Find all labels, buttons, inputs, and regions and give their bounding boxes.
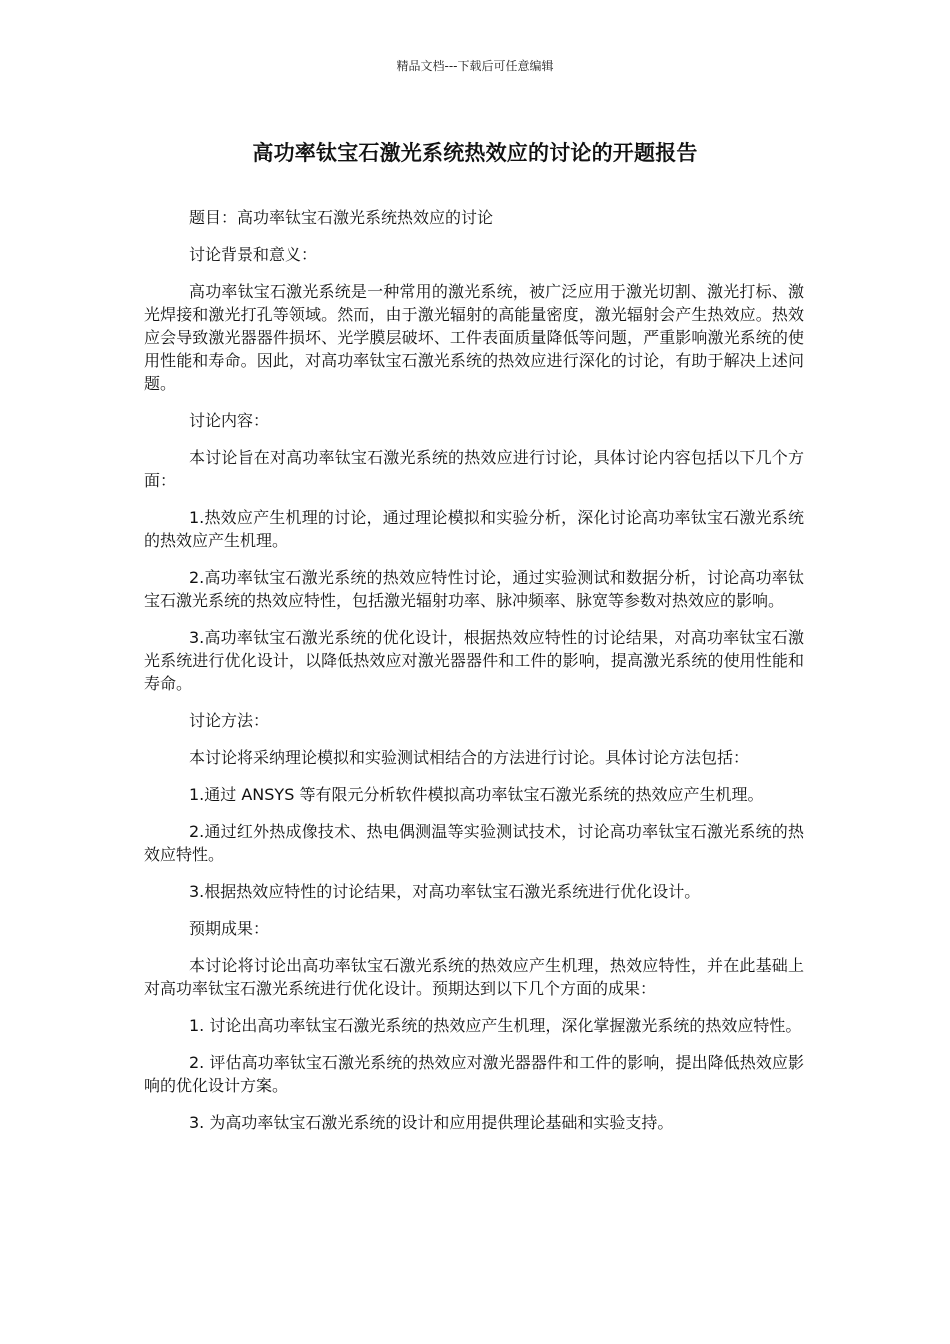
method-intro-paragraph: 本讨论将采纳理论模拟和实验测试相结合的方法进行讨论。具体讨论方法包括： xyxy=(189,748,750,767)
section-heading-content: 讨论内容： xyxy=(189,411,270,430)
method-item-1: 1.通过 ANSYS 等有限元分析软件模拟高功率钛宝石激光系统的热效应产生机理。 xyxy=(189,785,764,804)
content-item-2: 2.高功率钛宝石激光系统的热效应特性讨论，通过实验测试和数据分析，讨论高功率钛宝石激光系统的热效应特性，包括激光辐射功率、脉冲频率、脉宽等参数对热效应的影响。 xyxy=(144,568,804,610)
document-body xyxy=(144,206,804,1148)
content-item-3: 3.高功率钛宝石激光系统的优化设计，根据热效应特性的讨论结果，对高功率钛宝石激光系统进行优化设计，以降低热效应对激光器器件和工件的影响，提高激光系统的使用性能和寿命。 xyxy=(144,628,804,693)
content-intro-paragraph: 本讨论旨在对高功率钛宝石激光系统的热效应进行讨论，具体讨论内容包括以下几个方面： xyxy=(144,448,804,490)
results-item-3: 3. 为高功率钛宝石激光系统的设计和应用提供理论基础和实验支持。 xyxy=(189,1113,674,1132)
page-header: 精品文档---下载后可任意编辑 xyxy=(396,59,554,73)
topic-line: 题目：高功率钛宝石激光系统热效应的讨论 xyxy=(189,208,494,227)
results-intro-paragraph: 本讨论将讨论出高功率钛宝石激光系统的热效应产生机理，热效应特性，并在此基础上对高功率钛宝石激光系统进行优化设计。预期达到以下几个方面的成果： xyxy=(144,956,804,998)
section-heading-method: 讨论方法： xyxy=(189,711,270,730)
results-item-2: 2. 评估高功率钛宝石激光系统的热效应对激光器器件和工件的影响，提出降低热效应影响的优化设计方案。 xyxy=(144,1053,804,1095)
content-item-1: 1.热效应产生机理的讨论，通过理论模拟和实验分析，深化讨论高功率钛宝石激光系统的热效应产生机理。 xyxy=(144,508,804,550)
document-title: 高功率钛宝石激光系统热效应的讨论的开题报告 xyxy=(252,141,698,165)
method-item-2: 2.通过红外热成像技术、热电偶测温等实验测试技术，讨论高功率钛宝石激光系统的热效应特性。 xyxy=(144,822,804,864)
section-heading-results: 预期成果： xyxy=(189,919,270,938)
method-item-3: 3.根据热效应特性的讨论结果，对高功率钛宝石激光系统进行优化设计。 xyxy=(189,882,701,901)
section-heading-background: 讨论背景和意义： xyxy=(189,245,318,264)
background-paragraph: 高功率钛宝石激光系统是一种常用的激光系统，被广泛应用于激光切割、激光打标、激光焊接和激光打孔等领域。然而，由于激光辐射的高能量密度，激光辐射会产生热效应。热效应会导致激光器器件损坏、光学膜层破坏、工件表面质量降低等问题，严重影响激光系统的使用性能和寿命。因此，对高功率钛宝石激光系统的热效应进行深化的讨论，有助于解决上述问题。 xyxy=(144,282,804,393)
results-item-1: 1. 讨论出高功率钛宝石激光系统的热效应产生机理，深化掌握激光系统的热效应特性。 xyxy=(189,1016,802,1035)
